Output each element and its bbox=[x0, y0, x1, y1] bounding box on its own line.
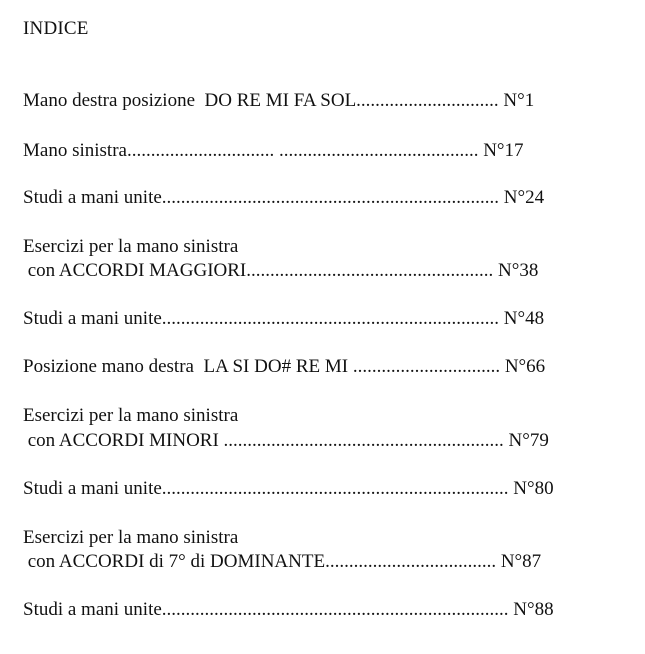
index-line-9: con ACCORDI MINORI ........................................................... N°79 bbox=[23, 430, 549, 451]
index-line-11: Esercizi per la mano sinistra bbox=[23, 527, 239, 548]
index-line-6: Studi a mani unite....................................................................... N°48 bbox=[23, 308, 545, 329]
index-line-12: con ACCORDI di 7° di DOMINANTE.................................... N°87 bbox=[23, 551, 542, 572]
index-line-8: Esercizi per la mano sinistra bbox=[23, 405, 239, 426]
index-title: INDICE bbox=[23, 18, 89, 39]
index-line-4: Esercizi per la mano sinistra bbox=[23, 236, 239, 257]
index-line-7: Posizione mano destra LA SI DO# RE MI ............................... N°66 bbox=[23, 356, 546, 377]
index-line-1: Mano destra posizione DO RE MI FA SOL.............................. N°1 bbox=[23, 90, 535, 111]
index-line-3: Studi a mani unite....................................................................... N°24 bbox=[23, 187, 545, 208]
index-line-10: Studi a mani unite......................................................................... N°80 bbox=[23, 478, 554, 499]
index-line-5: con ACCORDI MAGGIORI.................................................... N°38 bbox=[23, 260, 539, 281]
index-line-13: Studi a mani unite......................................................................... N°88 bbox=[23, 599, 554, 620]
index-line-2: Mano sinistra............................... .......................................... N°17 bbox=[23, 140, 524, 161]
